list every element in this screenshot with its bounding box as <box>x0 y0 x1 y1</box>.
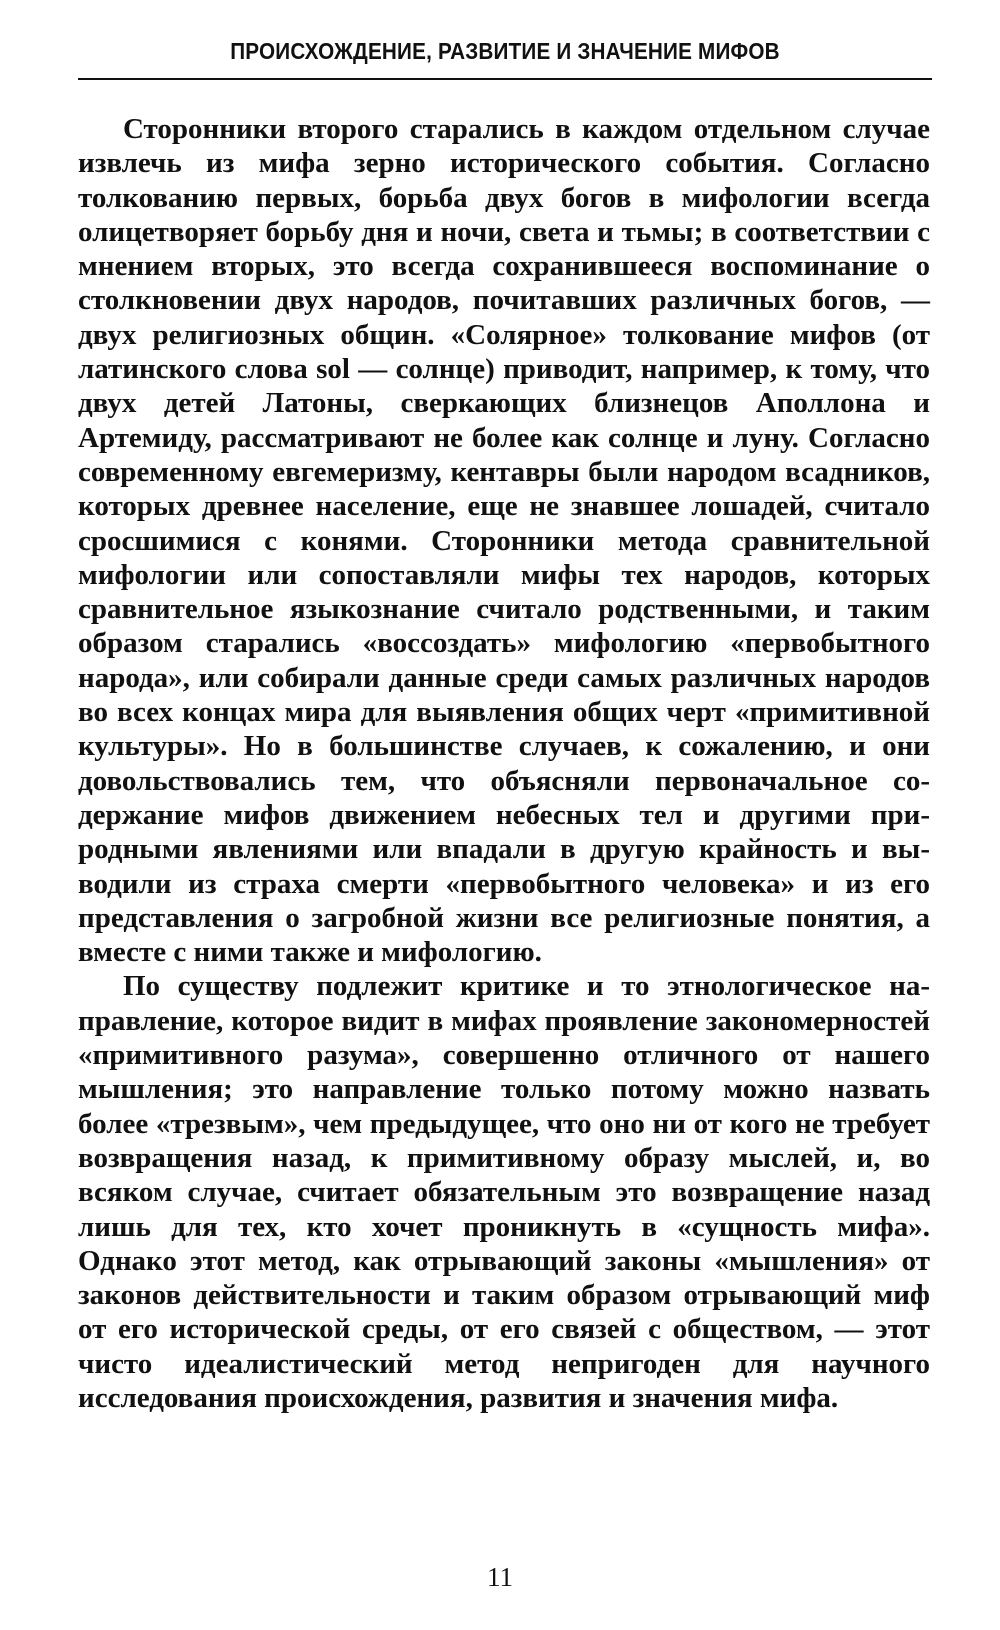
paragraph-2: По существу подлежит критике и то этнологическое направление, которое видит в мифах проявление закономерностей «примитивного разума», совершенно отличного от нашего мышления; это направление только потому можно назвать более «трезвым», чем предыдущее, что оно ни от кого не требует возвращения назад, к примитивному образу мыслей, и, во всяком случае, считает обязательным это возвращение назад лишь для тех, кто хочет проникнуть в «сущность мифа». Однако этот метод, как отрывающий законы «мышления» от законов действительности и таким образом отрывающий миф от его исторической среды, от его связей с обществом, — этот чисто идеалистический метод непригоден для научного исследования происхождения, развития и значения мифа. <box>78 970 930 1414</box>
body-text <box>78 112 930 1415</box>
running-header: ПРОИСХОЖДЕНИЕ, РАЗВИТИЕ И ЗНАЧЕНИЕ МИФОВ <box>230 38 780 64</box>
paragraph-1: Сторонники второго старались в каждом отдельном случае извлечь из мифа зерно исторического события. Согласно толкованию первых, борьба двух богов в мифологии всегда олицетворяет борьбу дня и ночи, света и тьмы; в соответствии с мнением вторых, это всегда сохранившееся воспоминание о столкновении двух народов, почитавших различных богов, — двух религиозных общин. «Солярное» толкование мифов (от латинского слова sol — солнце) приводит, например, к тому, что двух детей Латоны, сверкающих близнецов Аполлона и Артемиду, рассматривают не более как солнце и луну. Согласно современному евгемеризму, кентавры были народом всадников, которых древнее население, еще не знавшее лошадей, считало сросшимися с конями. Сторонники метода сравнительной мифологии или сопоставляли мифы тех народов, которых сравнительное языкознание считало родственными, и таким образом старались «воссоздать» мифологию «первобытного народа», или собирали данные среди самых различных народов во всех концах мира для выявления общих черт «примитивной культуры». Но в большинстве случаев, к сожалению, и они довольствовались тем, что объясняли первоначальное содержание мифов движением небесных тел и другими природными явлениями или впадали в другую крайность и выводили из страха смерти «первобытного человека» и из его представления о загробной жизни все религиозные понятия, а вместе с ними также и мифологию. <box>78 113 930 969</box>
header-divider <box>78 78 932 80</box>
page-number: 11 <box>487 1562 513 1592</box>
